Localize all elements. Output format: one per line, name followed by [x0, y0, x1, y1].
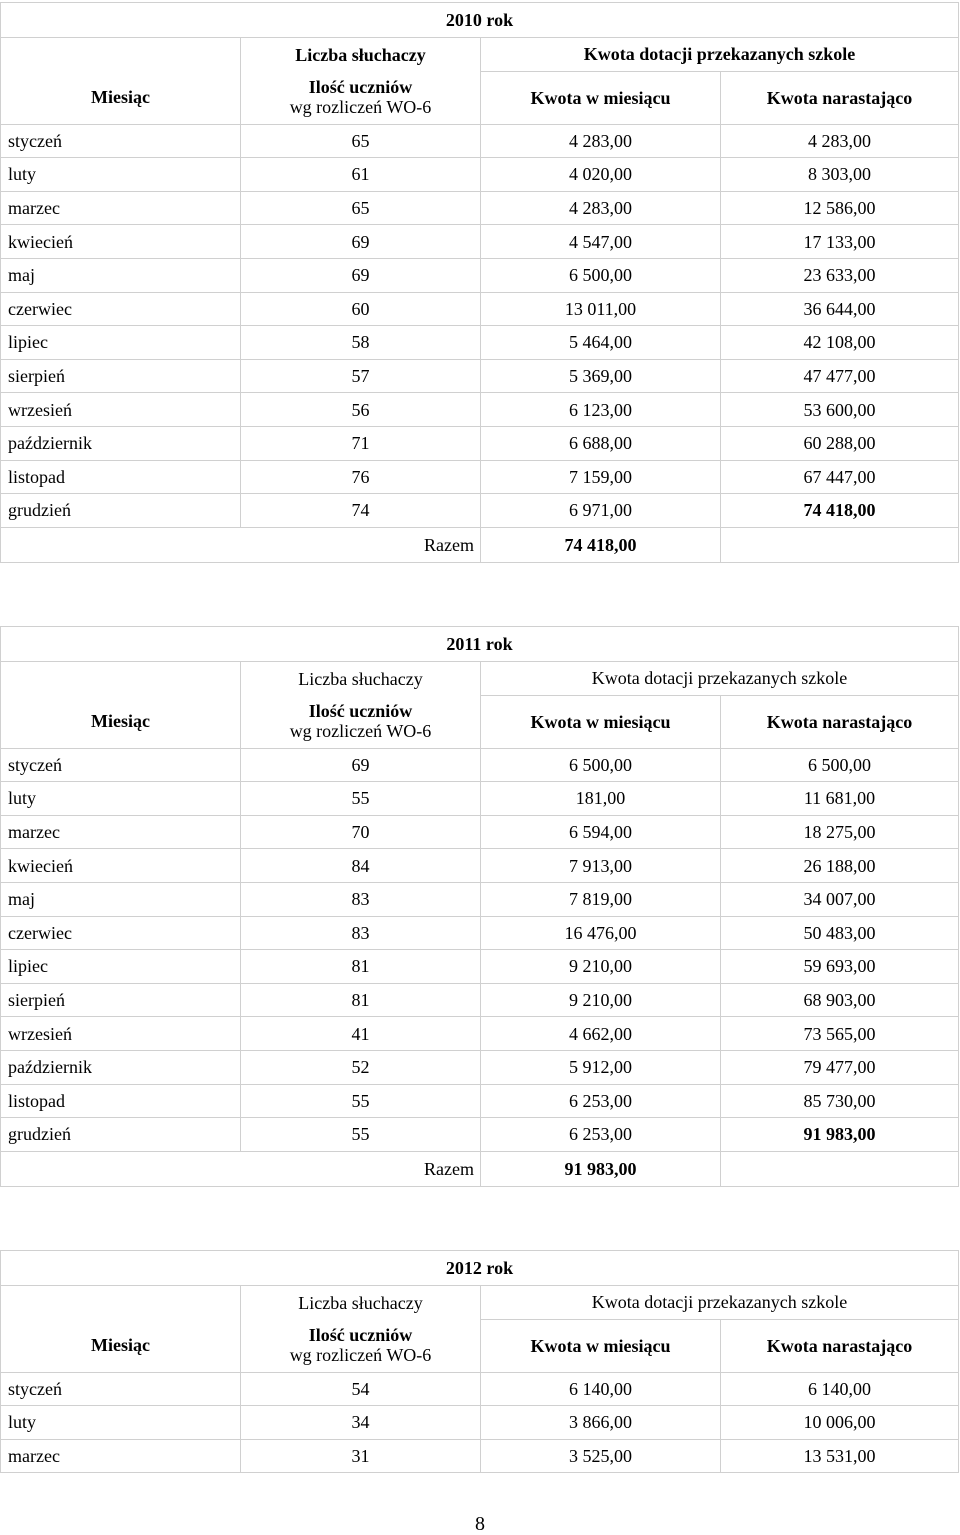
- month-cell: wrzesień: [1, 393, 241, 427]
- monthly-cell: 6 500,00: [481, 258, 721, 292]
- table-row: [1, 292, 959, 326]
- cumulative-cell: 47 477,00: [721, 359, 959, 393]
- month-cell: kwiecień: [1, 225, 241, 259]
- table-row: [1, 258, 959, 292]
- cumulative-cell: 60 288,00: [721, 426, 959, 460]
- month-cell: październik: [1, 426, 241, 460]
- count-cell: 81: [241, 950, 481, 984]
- cumulative-cell: 34 007,00: [721, 882, 959, 916]
- miesiac-header: Miesiąc: [1, 695, 241, 748]
- monthly-cell: 6 971,00: [481, 494, 721, 528]
- count-cell: 70: [241, 815, 481, 849]
- cumulative-cell: 50 483,00: [721, 916, 959, 950]
- table-row: [1, 494, 959, 528]
- monthly-cell: 5 369,00: [481, 359, 721, 393]
- year-title: 2010 rok: [1, 3, 959, 38]
- count-cell: 74: [241, 494, 481, 528]
- monthly-cell: 5 464,00: [481, 326, 721, 360]
- month-cell: grudzień: [1, 1118, 241, 1152]
- month-cell: marzec: [1, 1439, 241, 1473]
- ilosc-header: [241, 695, 481, 748]
- table-row: [1, 1118, 959, 1152]
- count-cell: 55: [241, 1118, 481, 1152]
- ilosc-header-line1: Ilość uczniów: [308, 701, 413, 722]
- monthly-cell: 3 525,00: [481, 1439, 721, 1473]
- miesiac-header: Miesiąc: [1, 71, 241, 124]
- cumulative-cell: 53 600,00: [721, 393, 959, 427]
- month-cell: październik: [1, 1050, 241, 1084]
- w-miesiacu-header: Kwota w miesiącu: [481, 1319, 721, 1372]
- kwota-dotacji-header: Kwota dotacji przekazanych szkole: [481, 662, 959, 696]
- month-cell: maj: [1, 882, 241, 916]
- count-cell: 69: [241, 258, 481, 292]
- monthly-cell: 3 866,00: [481, 1406, 721, 1440]
- razem-empty: [721, 1151, 959, 1186]
- monthly-cell: 6 253,00: [481, 1084, 721, 1118]
- table-row: [1, 882, 959, 916]
- miesiac-header: Miesiąc: [1, 1319, 241, 1372]
- monthly-cell: 7 159,00: [481, 460, 721, 494]
- table-row: [1, 849, 959, 883]
- liczba-header: Liczba słuchaczy: [241, 1286, 481, 1320]
- table-row: [1, 326, 959, 360]
- cumulative-cell: 6 140,00: [721, 1372, 959, 1406]
- table-2010: [0, 2, 959, 563]
- narastajaco-header: Kwota narastająco: [721, 695, 959, 748]
- monthly-cell: 6 500,00: [481, 748, 721, 782]
- cumulative-cell: 17 133,00: [721, 225, 959, 259]
- cumulative-cell: 4 283,00: [721, 124, 959, 158]
- count-cell: 83: [241, 916, 481, 950]
- table-row: [1, 124, 959, 158]
- cumulative-cell: 74 418,00: [721, 494, 959, 528]
- cumulative-cell: 68 903,00: [721, 983, 959, 1017]
- total-row: [1, 527, 959, 562]
- page-number: 8: [475, 1513, 485, 1535]
- liczba-header: Liczba słuchaczy: [241, 38, 481, 72]
- ilosc-header: [241, 71, 481, 124]
- razem-empty: [721, 527, 959, 562]
- count-cell: 58: [241, 326, 481, 360]
- month-header-spacer: [1, 1286, 241, 1320]
- month-cell: listopad: [1, 1084, 241, 1118]
- liczba-header: Liczba słuchaczy: [241, 662, 481, 696]
- table-row: [1, 460, 959, 494]
- count-cell: 61: [241, 158, 481, 192]
- total-row: [1, 1151, 959, 1186]
- ilosc-header-line1: Ilość uczniów: [308, 1325, 413, 1346]
- count-cell: 69: [241, 225, 481, 259]
- month-cell: styczeń: [1, 1372, 241, 1406]
- monthly-cell: 9 210,00: [481, 950, 721, 984]
- cumulative-cell: 13 531,00: [721, 1439, 959, 1473]
- count-cell: 81: [241, 983, 481, 1017]
- ilosc-header-line2: wg rozliczeń WO-6: [289, 97, 432, 118]
- month-cell: czerwiec: [1, 916, 241, 950]
- razem-label: Razem: [1, 527, 481, 562]
- count-cell: 55: [241, 1084, 481, 1118]
- monthly-cell: 181,00: [481, 782, 721, 816]
- monthly-cell: 6 688,00: [481, 426, 721, 460]
- month-cell: styczeń: [1, 124, 241, 158]
- razem-label: Razem: [1, 1151, 481, 1186]
- cumulative-cell: 6 500,00: [721, 748, 959, 782]
- table-row: [1, 1439, 959, 1473]
- monthly-cell: 4 283,00: [481, 191, 721, 225]
- table-2011: [0, 626, 959, 1187]
- monthly-cell: 6 594,00: [481, 815, 721, 849]
- monthly-cell: 16 476,00: [481, 916, 721, 950]
- monthly-cell: 7 913,00: [481, 849, 721, 883]
- monthly-cell: 5 912,00: [481, 1050, 721, 1084]
- month-cell: czerwiec: [1, 292, 241, 326]
- narastajaco-header: Kwota narastająco: [721, 1319, 959, 1372]
- monthly-cell: 7 819,00: [481, 882, 721, 916]
- cumulative-cell: 73 565,00: [721, 1017, 959, 1051]
- count-cell: 55: [241, 782, 481, 816]
- narastajaco-header: Kwota narastająco: [721, 71, 959, 124]
- kwota-dotacji-header: Kwota dotacji przekazanych szkole: [481, 1286, 959, 1320]
- cumulative-cell: 42 108,00: [721, 326, 959, 360]
- ilosc-header-line2: wg rozliczeń WO-6: [289, 1345, 432, 1366]
- count-cell: 84: [241, 849, 481, 883]
- count-cell: 56: [241, 393, 481, 427]
- count-cell: 31: [241, 1439, 481, 1473]
- month-cell: sierpień: [1, 359, 241, 393]
- month-cell: listopad: [1, 460, 241, 494]
- monthly-cell: 4 662,00: [481, 1017, 721, 1051]
- monthly-cell: 13 011,00: [481, 292, 721, 326]
- month-header-spacer: [1, 38, 241, 72]
- cumulative-cell: 36 644,00: [721, 292, 959, 326]
- count-cell: 60: [241, 292, 481, 326]
- month-cell: luty: [1, 1406, 241, 1440]
- monthly-cell: 6 123,00: [481, 393, 721, 427]
- month-header-spacer: [1, 662, 241, 696]
- cumulative-cell: 79 477,00: [721, 1050, 959, 1084]
- year-title: 2011 rok: [1, 627, 959, 662]
- table-row: [1, 950, 959, 984]
- ilosc-header-line1: Ilość uczniów: [308, 77, 413, 98]
- month-cell: wrzesień: [1, 1017, 241, 1051]
- count-cell: 83: [241, 882, 481, 916]
- cumulative-cell: 85 730,00: [721, 1084, 959, 1118]
- cumulative-cell: 23 633,00: [721, 258, 959, 292]
- kwota-dotacji-header: Kwota dotacji przekazanych szkole: [481, 38, 959, 72]
- razem-value: 74 418,00: [481, 527, 721, 562]
- table-row: [1, 782, 959, 816]
- month-cell: sierpień: [1, 983, 241, 1017]
- cumulative-cell: 26 188,00: [721, 849, 959, 883]
- count-cell: 71: [241, 426, 481, 460]
- count-cell: 65: [241, 124, 481, 158]
- table-row: [1, 393, 959, 427]
- table-row: [1, 815, 959, 849]
- monthly-cell: 9 210,00: [481, 983, 721, 1017]
- count-cell: 76: [241, 460, 481, 494]
- table-row: [1, 1084, 959, 1118]
- count-cell: 41: [241, 1017, 481, 1051]
- month-cell: grudzień: [1, 494, 241, 528]
- cumulative-cell: 11 681,00: [721, 782, 959, 816]
- count-cell: 65: [241, 191, 481, 225]
- monthly-cell: 4 283,00: [481, 124, 721, 158]
- monthly-cell: 6 253,00: [481, 1118, 721, 1152]
- cumulative-cell: 10 006,00: [721, 1406, 959, 1440]
- monthly-cell: 6 140,00: [481, 1372, 721, 1406]
- month-cell: luty: [1, 158, 241, 192]
- count-cell: 57: [241, 359, 481, 393]
- table-row: [1, 1017, 959, 1051]
- cumulative-cell: 12 586,00: [721, 191, 959, 225]
- table-row: [1, 1372, 959, 1406]
- table-row: [1, 983, 959, 1017]
- table-row: [1, 426, 959, 460]
- month-cell: luty: [1, 782, 241, 816]
- razem-value: 91 983,00: [481, 1151, 721, 1186]
- count-cell: 52: [241, 1050, 481, 1084]
- year-title: 2012 rok: [1, 1251, 959, 1286]
- table-row: [1, 748, 959, 782]
- count-cell: 54: [241, 1372, 481, 1406]
- count-cell: 34: [241, 1406, 481, 1440]
- cumulative-cell: 91 983,00: [721, 1118, 959, 1152]
- cumulative-cell: 67 447,00: [721, 460, 959, 494]
- table-row: [1, 225, 959, 259]
- month-cell: marzec: [1, 815, 241, 849]
- month-cell: lipiec: [1, 950, 241, 984]
- month-cell: kwiecień: [1, 849, 241, 883]
- table-row: [1, 1050, 959, 1084]
- month-cell: lipiec: [1, 326, 241, 360]
- w-miesiacu-header: Kwota w miesiącu: [481, 695, 721, 748]
- month-cell: maj: [1, 258, 241, 292]
- w-miesiacu-header: Kwota w miesiącu: [481, 71, 721, 124]
- monthly-cell: 4 547,00: [481, 225, 721, 259]
- table-row: [1, 1406, 959, 1440]
- ilosc-header-line2: wg rozliczeń WO-6: [289, 721, 432, 742]
- ilosc-header: [241, 1319, 481, 1372]
- table-row: [1, 359, 959, 393]
- month-cell: styczeń: [1, 748, 241, 782]
- month-cell: marzec: [1, 191, 241, 225]
- cumulative-cell: 59 693,00: [721, 950, 959, 984]
- table-row: [1, 191, 959, 225]
- monthly-cell: 4 020,00: [481, 158, 721, 192]
- cumulative-cell: 8 303,00: [721, 158, 959, 192]
- cumulative-cell: 18 275,00: [721, 815, 959, 849]
- table-row: [1, 158, 959, 192]
- table-row: [1, 916, 959, 950]
- count-cell: 69: [241, 748, 481, 782]
- table-2012: [0, 1250, 959, 1473]
